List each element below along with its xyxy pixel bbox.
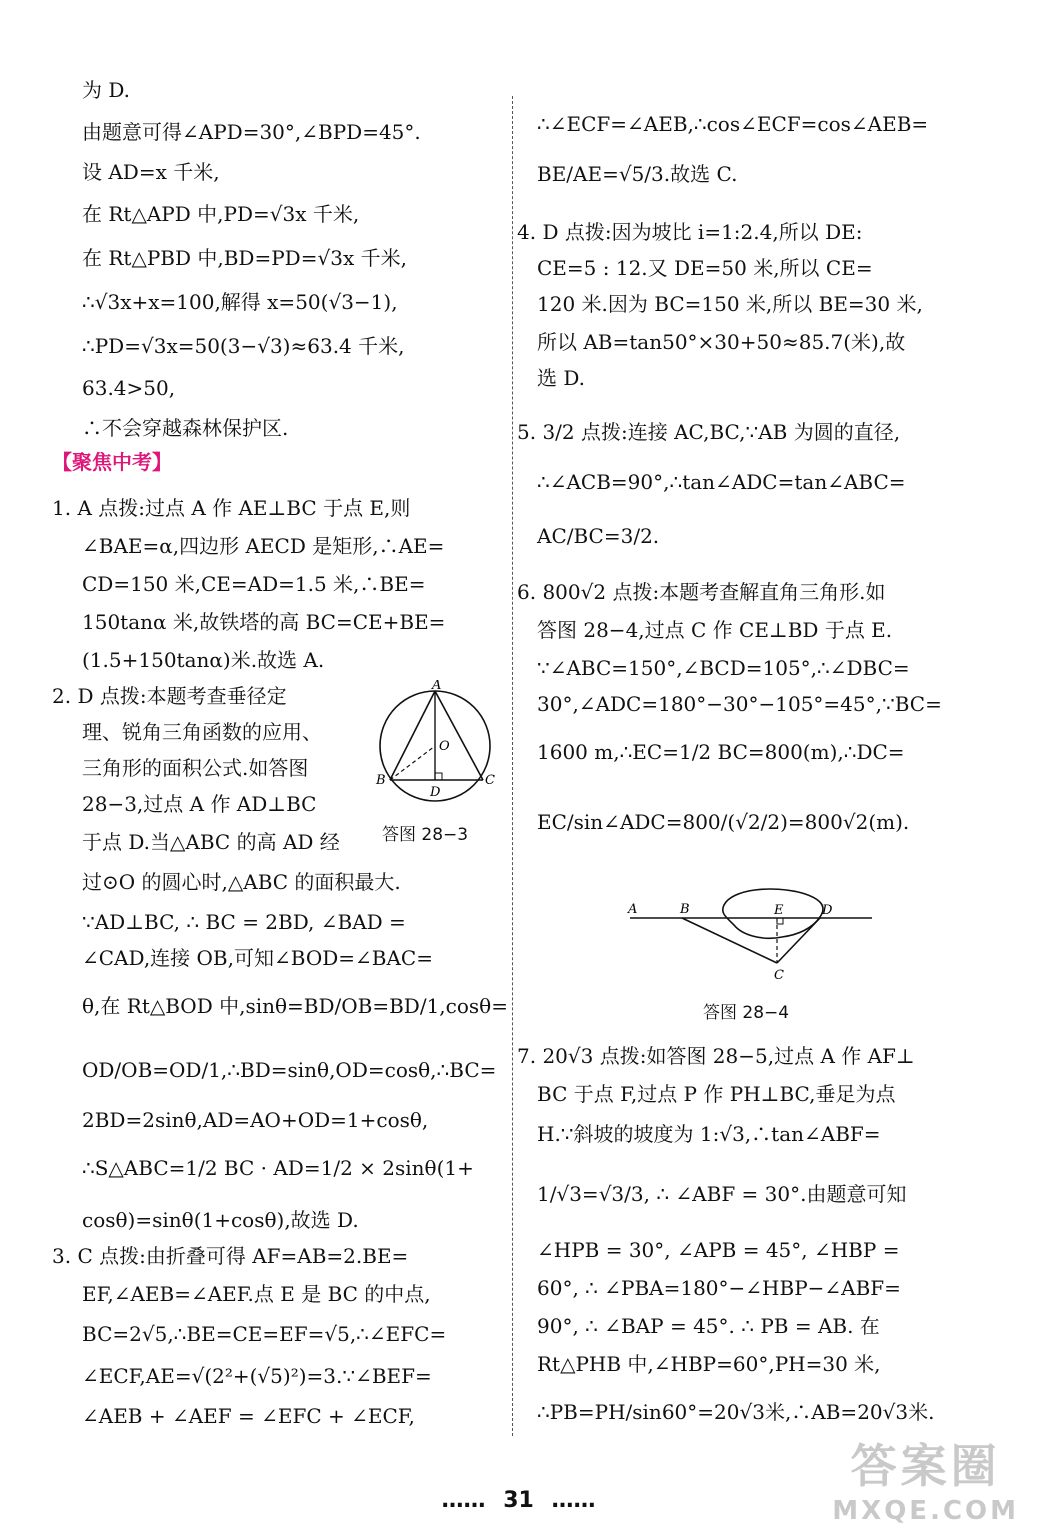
text-line: ∴S△ABC=1/2 BC · AD=1/2 × 2sinθ(1+: [82, 1156, 474, 1180]
text-line: 在 Rt△PBD 中,BD=PD=√3x 千米,: [82, 246, 407, 270]
text-line: 1/√3=√3/3, ∴ ∠ABF = 30°.由题意可知: [537, 1182, 907, 1206]
right-angle-mark: [777, 918, 783, 924]
text-line: ∵AD⊥BC, ∴ BC = 2BD, ∠BAD =: [82, 910, 406, 934]
label-b: B: [680, 902, 690, 917]
footer-dots-left: ……: [441, 1488, 486, 1513]
text-line: CD=150 米,CE=AD=1.5 米,∴BE=: [82, 572, 426, 596]
text-line: EF,∠AEB=∠AEF.点 E 是 BC 的中点,: [82, 1282, 431, 1306]
text-line: ∠CAD,连接 OB,可知∠BOD=∠BAC=: [82, 946, 433, 970]
label-b: B: [376, 773, 386, 788]
text-line: 过⊙O 的圆心时,△ABC 的面积最大.: [82, 870, 401, 894]
text-line: 63.4>50,: [82, 376, 176, 400]
text-line: ∴PB=PH/sin60°=20√3米,∴AB=20√3米.: [537, 1400, 935, 1424]
text-line: ∴∠ECF=∠AEB,∴cos∠ECF=cos∠AEB=: [537, 112, 929, 136]
answer-4-line: 4. D 点拨:因为坡比 i=1:2.4,所以 DE:: [517, 220, 863, 244]
text-line: H.∵斜坡的坡度为 1:√3,∴tan∠ABF=: [537, 1122, 881, 1146]
answer-6-line: 6. 800√2 点拨:本题考查解直角三角形.如: [517, 580, 886, 604]
answer-3-line: 3. C 点拨:由折叠可得 AF=AB=2.BE=: [52, 1244, 409, 1268]
line-ob: [390, 746, 435, 780]
text-line: 为 D.: [82, 78, 131, 102]
text-line: BE/AE=√5/3.故选 C.: [537, 162, 738, 186]
text-line: ∵∠ABC=150°,∠BCD=105°,∴∠DBC=: [537, 656, 910, 680]
text-line: 三角形的面积公式.如答图: [82, 756, 309, 780]
label-o: O: [439, 739, 450, 754]
figure-28-4: [622, 885, 882, 985]
text-line: 所以 AB=tan50°×30+50≈85.7(米),故: [537, 330, 906, 354]
line-ac: [435, 691, 483, 780]
section-heading: 【聚焦中考】: [52, 450, 172, 474]
watermark-line2: MXQE.COM: [832, 1496, 1019, 1526]
label-a: A: [432, 680, 442, 693]
text-line: ∠HPB = 30°, ∠APB = 45°, ∠HBP =: [537, 1238, 900, 1262]
text-line: ∠AEB + ∠AEF = ∠EFC + ∠ECF,: [82, 1404, 415, 1428]
figure-28-3-caption: 答图 28−3: [382, 825, 469, 845]
text-line: BC=2√5,∴BE=CE=EF=√5,∴∠EFC=: [82, 1322, 447, 1346]
figure-28-3: [370, 680, 500, 810]
text-line: θ,在 Rt△BOD 中,sinθ=BD/OB=BD/1,cosθ=: [82, 994, 508, 1018]
answer-5-line: 5. 3/2 点拨:连接 AC,BC,∵AB 为圆的直径,: [517, 420, 901, 444]
text-line: BC 于点 F,过点 P 作 PH⊥BC,垂足为点: [537, 1082, 896, 1106]
line-bc: [682, 918, 777, 963]
line-ab: [390, 691, 435, 780]
text-line: ∠ECF,AE=√(2²+(√5)²)=3.∵∠BEF=: [82, 1364, 432, 1388]
text-line: 设 AD=x 千米,: [82, 160, 220, 184]
text-line: 理、锐角三角函数的应用、: [82, 720, 322, 744]
text-line: CE=5 : 12.又 DE=50 米,所以 CE=: [537, 256, 873, 280]
text-line: 90°, ∴ ∠BAP = 45°. ∴ PB = AB. 在: [537, 1314, 880, 1338]
label-e: E: [774, 903, 784, 918]
text-line: 120 米.因为 BC=150 米,所以 BE=30 米,: [537, 292, 923, 316]
text-line: 28−3,过点 A 作 AD⊥BC: [82, 792, 317, 816]
answer-7-line: 7. 20√3 点拨:如答图 28−5,过点 A 作 AF⊥: [517, 1044, 915, 1068]
text-line: AC/BC=3/2.: [537, 524, 660, 548]
text-line: 由题意可得∠APD=30°,∠BPD=45°.: [82, 120, 421, 144]
footer-dots-right: ……: [551, 1488, 596, 1513]
text-line: 2BD=2sinθ,AD=AO+OD=1+cosθ,: [82, 1108, 429, 1132]
text-line: 150tanα 米,故铁塔的高 BC=CE+BE=: [82, 610, 446, 634]
text-line: ∴∠ACB=90°,∴tan∠ADC=tan∠ABC=: [537, 470, 906, 494]
text-line: EC/sin∠ADC=800/(√2/2)=800√2(m).: [537, 810, 910, 834]
watermark-line1: 答案圈: [850, 1439, 1001, 1493]
label-a: A: [628, 902, 638, 917]
answer-1-line: 1. A 点拨:过点 A 作 AE⊥BC 于点 E,则: [52, 496, 411, 520]
text-line: 在 Rt△APD 中,PD=√3x 千米,: [82, 202, 360, 226]
label-d: D: [822, 903, 833, 918]
text-line: OD/OB=OD/1,∴BD=sinθ,OD=cosθ,∴BC=: [82, 1058, 497, 1082]
label-c: C: [485, 773, 495, 788]
text-line: 30°,∠ADC=180°−30°−105°=45°,∵BC=: [537, 692, 942, 716]
text-line: ∴√3x+x=100,解得 x=50(√3−1),: [82, 290, 398, 314]
text-line: 于点 D.当△ABC 的高 AD 经: [82, 830, 340, 854]
answer-2-line: 2. D 点拨:本题考查垂径定: [52, 684, 287, 708]
text-line: 选 D.: [537, 366, 586, 390]
text-line: ∠BAE=α,四边形 AECD 是矩形,∴AE=: [82, 534, 445, 558]
column-divider: [512, 96, 513, 1436]
text-line: cosθ)=sinθ(1+cosθ),故选 D.: [82, 1208, 359, 1232]
text-line: 1600 m,∴EC=1/2 BC=800(m),∴DC=: [537, 740, 905, 764]
label-d: D: [430, 785, 441, 800]
page-number: 31: [503, 1488, 534, 1513]
figure-28-4-caption: 答图 28−4: [703, 1003, 790, 1023]
text-line: 答图 28−4,过点 C 作 CE⊥BD 于点 E.: [537, 618, 893, 642]
text-line: (1.5+150tanα)米.故选 A.: [82, 648, 325, 672]
line-cd: [777, 918, 820, 963]
watermark-logo: [832, 1430, 1019, 1526]
text-line: 60°, ∴ ∠PBA=180°−∠HBP−∠ABF=: [537, 1276, 901, 1300]
text-line: ∴PD=√3x=50(3−√3)≈63.4 千米,: [82, 334, 405, 358]
right-angle-mark: [435, 773, 442, 780]
text-line: ∴不会穿越森林保护区.: [82, 416, 289, 440]
text-line: Rt△PHB 中,∠HBP=60°,PH=30 米,: [537, 1352, 881, 1376]
label-c: C: [774, 968, 784, 983]
